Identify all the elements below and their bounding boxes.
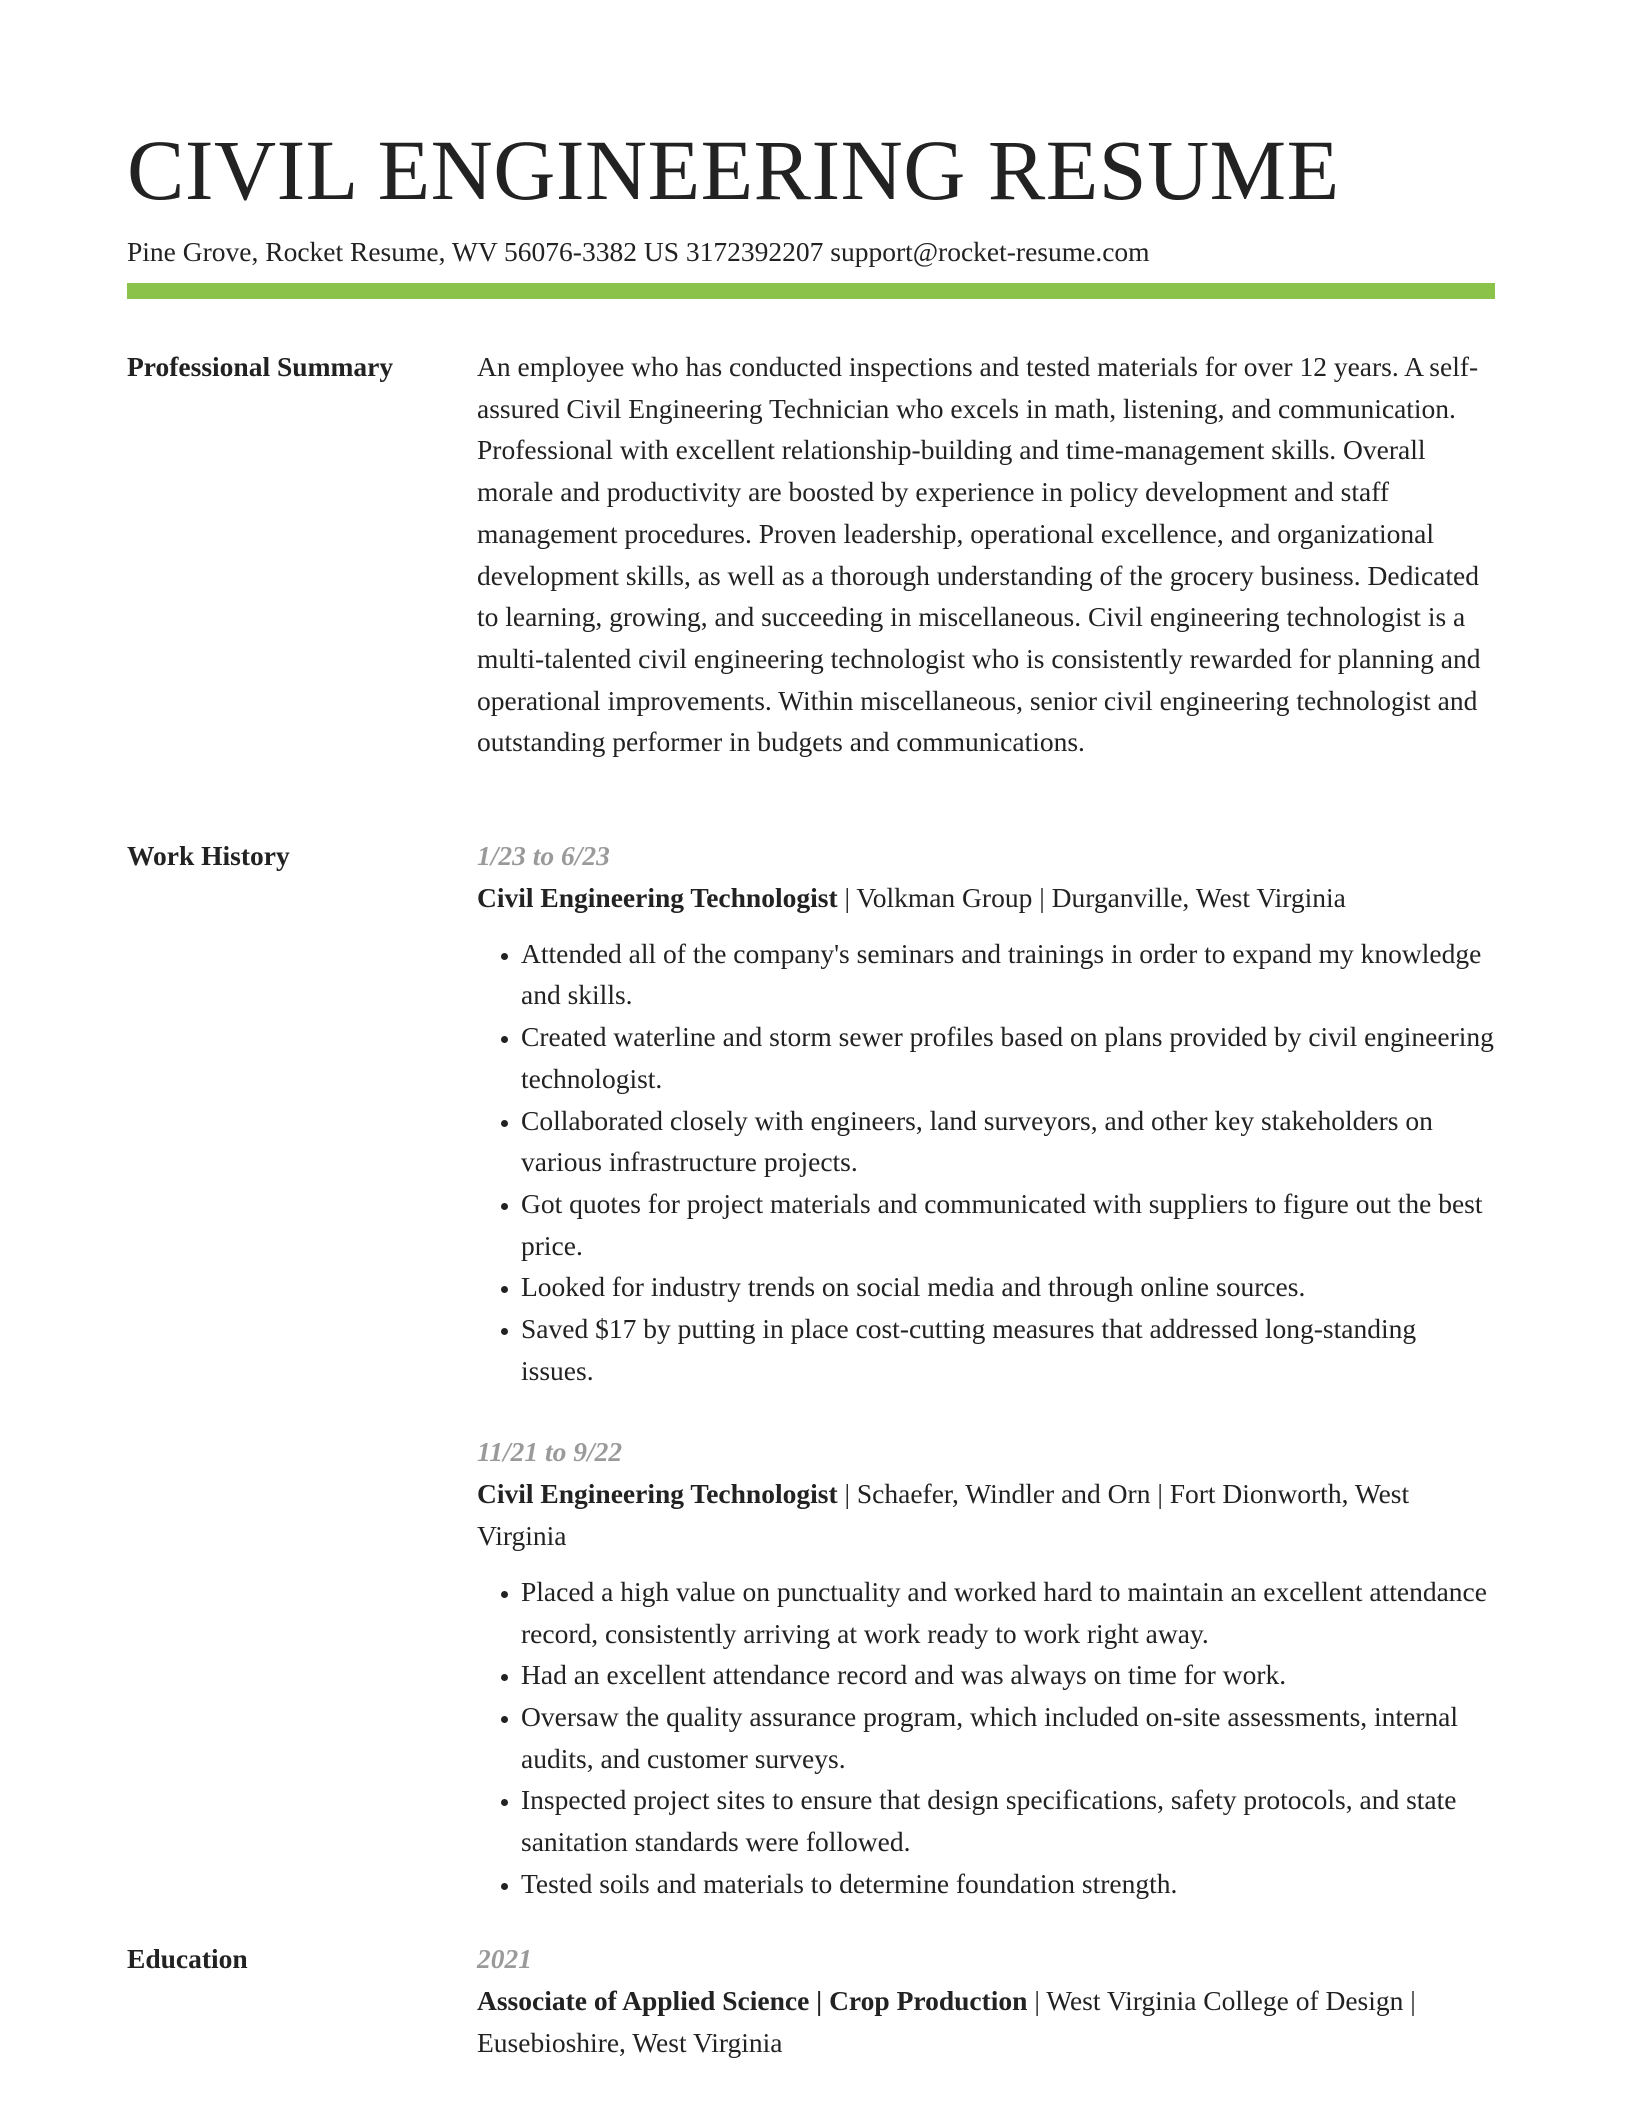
list-item: • Inspected project sites to ensure that design specifications, safety protocols, and state sanitation standards were followed. [521,1779,1495,1862]
education-degree: Associate of Applied Science | Crop Production [477,1985,1028,2016]
job-details: | Volkman Group | Durganville, West Virginia [837,882,1346,913]
job-title: Civil Engineering Technologist [477,882,838,913]
job-entry [477,835,1495,1391]
education-year: 2021 [477,1943,532,1974]
education-body [477,1938,1495,2063]
summary-text: An employee who has conducted inspections and tested materials for over 12 years. A self-assured Civil Engineering Technician who excels in math, listening, and communication. Professional with excellent relationship-building and time-management skills. Overall morale and productivity are boosted by experience in policy development and staff management procedures. Proven leadership, operational excellence, and organizational development skills, as well as a thorough understanding of the grocery business. Dedicated to learning, growing, and succeeding in miscellaneous. Civil engineering technologist is a multi-talented civil engineering technologist who is consistently rewarded for planning and operational improvements. Within miscellaneous, senior civil engineering technologist and outstanding performer in budgets and communications. [477,351,1481,758]
list-item: • Placed a high value on punctuality and worked hard to maintain an excellent attendance record, consistently arriving at work ready to work right away. [521,1571,1495,1654]
education-details: | West Virginia College of Design | Eusebioshire, West Virginia [477,1985,1416,2058]
list-item: • Collaborated closely with engineers, land surveyors, and other key stakeholders on various infrastructure projects. [521,1100,1495,1183]
list-item: • Attended all of the company's seminars and trainings in order to expand my knowledge and skills. [521,933,1495,1016]
list-item: • Oversaw the quality assurance program, which included on-site assessments, internal audits, and customer surveys. [521,1696,1495,1779]
list-item: • Had an excellent attendance record and was always on time for work. [521,1654,1495,1696]
list-item: • Tested soils and materials to determine foundation strength. [521,1863,1495,1905]
list-item: • Created waterline and storm sewer profiles based on plans provided by civil engineering technologist. [521,1016,1495,1099]
job-heading [477,877,1495,919]
section-label-summary: Professional Summary [127,351,394,382]
job-dates: 1/23 to 6/23 [477,840,610,871]
summary-body [477,346,1495,763]
job-dates: 11/21 to 9/22 [477,1436,623,1468]
section-label-work: Work History [127,840,290,871]
job-bullets [477,933,1495,1392]
resume-title: CIVIL ENGINEERING RESUME [127,122,1340,218]
resume-header [127,118,1495,272]
education-heading [477,1980,1495,2063]
list-item: • Looked for industry trends on social media and through online sources. [521,1266,1495,1308]
list-item: • Saved $17 by putting in place cost-cutting measures that addressed long-standing issues. [521,1308,1495,1391]
job-details: | Schaefer, Windler and Orn | Fort Dionworth, West Virginia [477,1478,1410,1552]
job-bullets [477,1571,1495,1905]
job-heading [477,1473,1495,1556]
section-label-education: Education [127,1943,248,1974]
job-entry [477,1431,1495,1904]
list-item: • Got quotes for project materials and communicated with suppliers to figure out the best price. [521,1183,1495,1266]
accent-divider [127,283,1495,299]
job-title: Civil Engineering Technologist [477,1478,838,1510]
contact-info: Pine Grove, Rocket Resume, WV 56076-3382 US 3172392207 support@rocket-resume.com [127,236,1150,267]
work-body [477,835,1495,1904]
